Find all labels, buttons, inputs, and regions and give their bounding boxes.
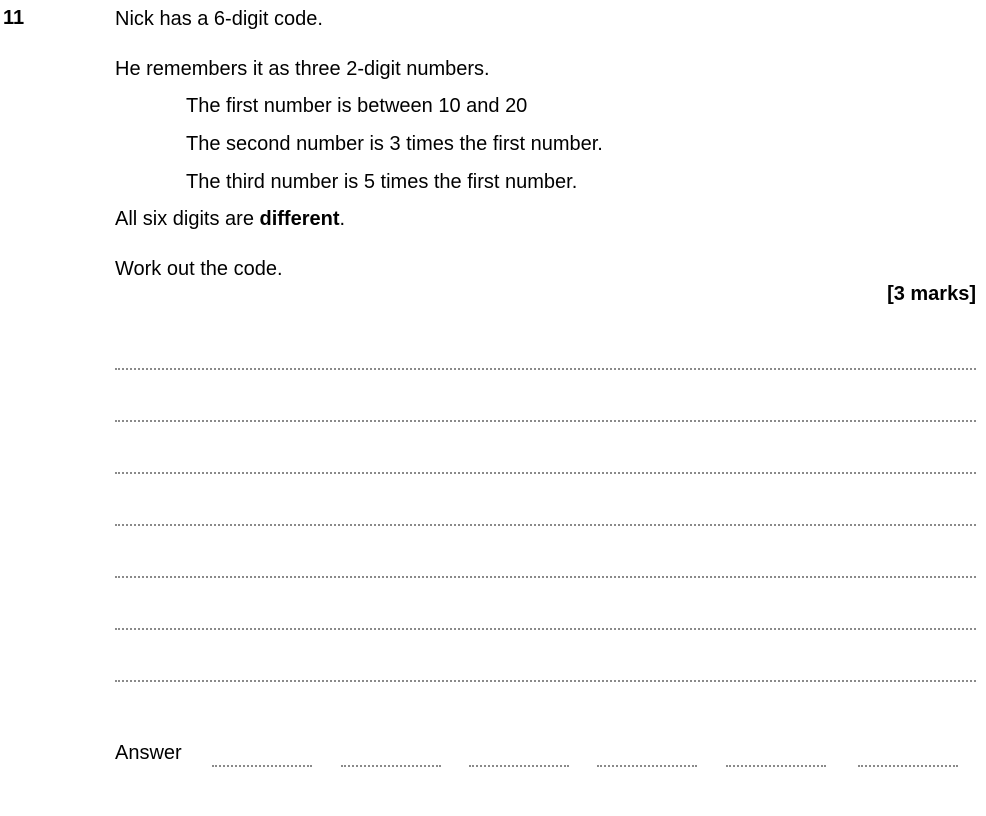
working-line[interactable] [115,680,976,682]
question-remembers: He remembers it as three 2-digit numbers. [115,58,490,80]
working-line[interactable] [115,472,976,474]
answer-digit-slot[interactable] [469,765,569,767]
working-line[interactable] [115,420,976,422]
clue-third: The third number is 5 times the first number. [186,171,578,193]
working-line[interactable] [115,368,976,370]
working-line[interactable] [115,628,976,630]
working-line[interactable] [115,524,976,526]
clue-first: The first number is between 10 and 20 [186,95,528,117]
answer-digit-slot[interactable] [597,765,697,767]
working-line[interactable] [115,576,976,578]
instruction: Work out the code. [115,258,283,280]
answer-digit-slot[interactable] [858,765,958,767]
answer-digit-slot[interactable] [341,765,441,767]
answer-digit-slot[interactable] [726,765,826,767]
different-statement [115,207,345,231]
marks-label: [3 marks] [887,283,976,305]
answer-label: Answer [115,742,182,764]
different-bold: different [259,208,340,230]
answer-digit-slot[interactable] [212,765,312,767]
question-intro: Nick has a 6-digit code. [115,8,323,30]
question-number: 11 [3,7,25,29]
different-pre: All six digits are [115,208,260,230]
different-post: . [339,208,346,230]
clue-second: The second number is 3 times the first number. [186,133,603,155]
